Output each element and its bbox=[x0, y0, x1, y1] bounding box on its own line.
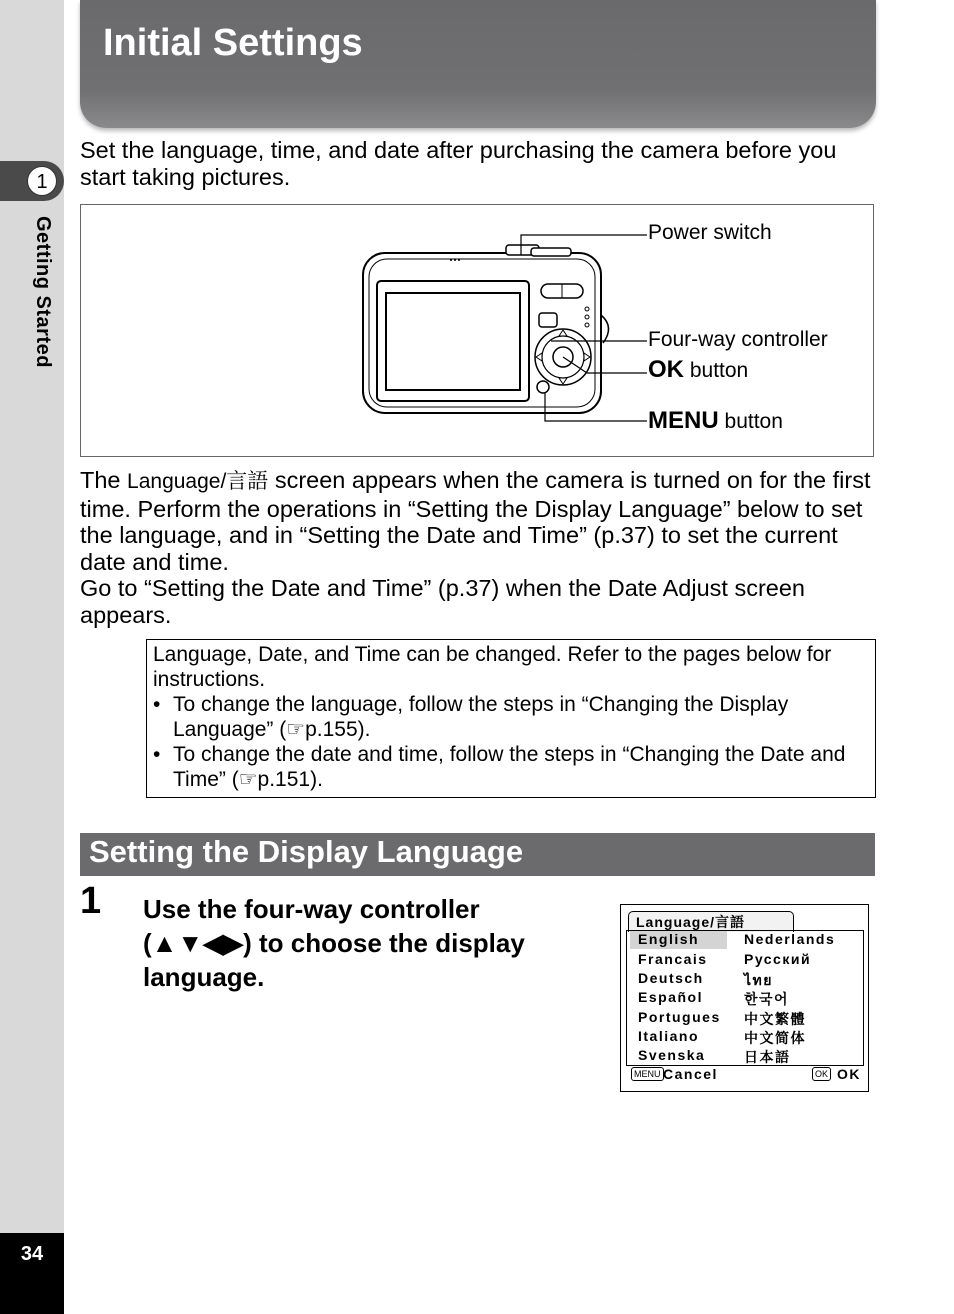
menu-button-icon: MENU bbox=[631, 1067, 664, 1081]
page-number: 34 bbox=[20, 1243, 44, 1265]
ok-button-icon: OK bbox=[812, 1067, 831, 1081]
menu-button-label bbox=[648, 407, 783, 435]
intro-paragraph: Set the language, time, and date after purchasing the camera before you start taking pictures. bbox=[80, 137, 837, 190]
language-option[interactable]: Portugues bbox=[638, 1009, 721, 1025]
ok-suffix: button bbox=[689, 359, 749, 382]
step-instruction: Use the four-way controller (▲▼◀▶) to choose the display language. bbox=[143, 894, 525, 992]
step-number: 1 bbox=[80, 880, 102, 922]
language-screen-paragraph bbox=[80, 467, 880, 628]
cancel-label: Cancel bbox=[663, 1066, 718, 1082]
language-option[interactable]: ไทย bbox=[744, 972, 773, 988]
note-item-text: To change the language, follow the steps in “Changing the Display Language” (☞p.155). bbox=[173, 693, 789, 741]
four-way-controller-label: Four-way controller bbox=[648, 328, 828, 351]
note-intro: Language, Date, and Time can be changed. Refer to the pages below for instructions. bbox=[153, 643, 832, 691]
ok-key-text: OK bbox=[648, 356, 684, 383]
language-option[interactable]: 日本語 bbox=[744, 1049, 791, 1065]
language-option[interactable]: Español bbox=[638, 989, 703, 1005]
note-item-language bbox=[153, 692, 873, 742]
menu-suffix: button bbox=[724, 410, 783, 433]
chapter-title: Getting Started bbox=[32, 216, 54, 368]
language-option[interactable]: Francais bbox=[638, 951, 708, 967]
para-line2: Go to “Setting the Date and Time” (p.37) when the Date Adjust screen appears. bbox=[80, 575, 805, 628]
power-switch-label: Power switch bbox=[648, 221, 772, 244]
lcd-tab-label: Language/言語 bbox=[636, 914, 746, 930]
note-item-date bbox=[153, 742, 873, 792]
bullet-icon: • bbox=[153, 743, 161, 766]
bullet-icon: • bbox=[153, 693, 161, 716]
language-option[interactable]: Deutsch bbox=[638, 970, 704, 986]
language-option[interactable]: Русский bbox=[744, 951, 812, 967]
section-title: Setting the Display Language bbox=[89, 834, 524, 869]
language-option[interactable]: Nederlands bbox=[744, 931, 836, 947]
language-option[interactable]: 한국어 bbox=[744, 991, 790, 1007]
language-option[interactable]: Italiano bbox=[638, 1028, 700, 1044]
language-option[interactable]: English bbox=[638, 931, 700, 947]
para-rest: screen appears when the camera is turned on for the first time. Perform the operations in “Setting the Display Language” below to set the language, and in “Setting the Date and Time” (p.37) to set the current date and time. bbox=[80, 467, 871, 575]
para-prefix: The bbox=[80, 467, 128, 493]
ok-button-label bbox=[648, 356, 748, 384]
page-title: Initial Settings bbox=[103, 22, 363, 64]
language-screen-name: Language/言語 bbox=[127, 470, 269, 493]
ok-label: OK bbox=[837, 1066, 861, 1082]
menu-key-text: MENU bbox=[648, 407, 719, 434]
chapter-number: 1 bbox=[27, 166, 57, 196]
language-option[interactable]: 中文简体 bbox=[744, 1030, 806, 1046]
language-option[interactable]: 中文繁體 bbox=[744, 1011, 806, 1027]
note-item-text: To change the date and time, follow the steps in “Changing the Date and Time” (☞p.151). bbox=[173, 743, 846, 791]
language-option[interactable]: Svenska bbox=[638, 1047, 706, 1063]
